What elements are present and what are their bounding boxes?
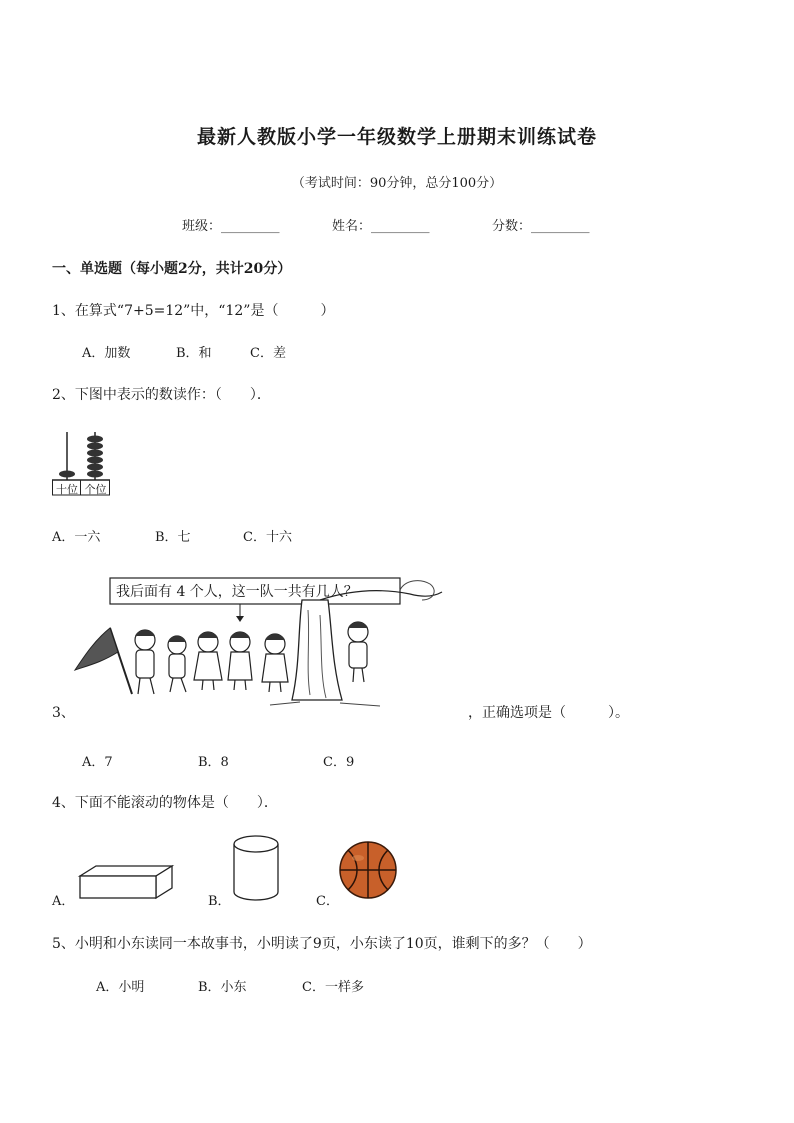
abacus-tens-label: 十位 [56,483,78,496]
question-4: 4、下面不能滚动的物体是（ ）． [52,795,278,811]
score-field: 分数：_________ [492,219,590,234]
q5-option-c: C．一样多 [302,980,364,995]
q3-option-a: A．7 [82,755,113,770]
q1-option-a: A．加数 [82,346,131,361]
q4-option-c: C． [316,894,339,909]
q5-option-b: B．小东 [198,980,247,995]
question-2: 2、下图中表示的数读作：（ ）． [52,387,271,403]
q5-option-a: A．小明 [96,980,145,995]
q2-option-a: A．一六 [52,530,101,545]
q1-option-c: C．差 [250,346,286,361]
class-field: 班级：_________ [182,219,280,234]
cuboid-figure [76,864,178,904]
speech-bubble-text: 我后面有 4 个人，这一队一共有几人？ [116,584,358,600]
question-5: 5、小明和小东读同一本故事书，小明读了9页，小东读了10页，谁剩下的多？（ ） [52,936,592,952]
basketball-figure [338,840,398,900]
cylinder-figure [230,832,282,904]
q3-option-b: B．8 [198,755,229,770]
q4-option-b: B． [208,894,231,909]
q1-option-b: B．和 [176,346,212,361]
question-3-text: ，正确选项是（ ）。 [468,705,629,721]
exam-subtitle: （考试时间：90分钟，总分100分） [291,176,503,191]
name-field: 姓名：_________ [332,219,430,234]
exam-title: 最新人教版小学一年级数学上册期末训练试卷 [196,126,597,148]
question-1: 1、在算式“7+5=12”中，“12”是（ ） [52,303,335,319]
section-heading: 一、单选题（每小题2分，共计20分） [52,261,292,277]
q2-option-c: C．十六 [243,530,292,545]
q2-option-b: B．七 [155,530,191,545]
question-3-number: 3、 [52,705,75,721]
abacus-ones-label: 个位 [84,483,107,496]
q3-option-c: C．9 [323,755,355,770]
q4-option-a: A． [52,894,75,909]
